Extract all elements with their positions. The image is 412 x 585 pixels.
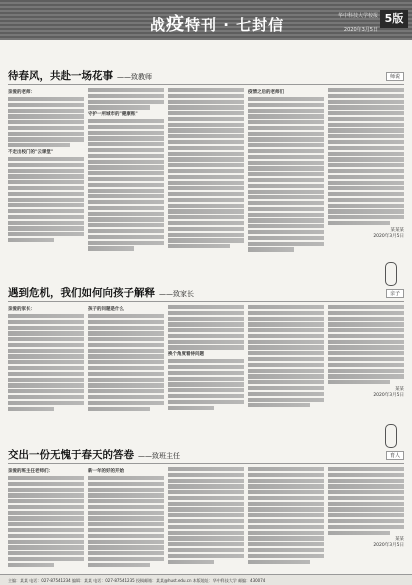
article-1-col-2 — [88, 88, 164, 252]
article-2-rule — [8, 301, 404, 302]
article-3 — [8, 447, 404, 572]
article-3-subhead-1: 新一年的好的开始 — [88, 469, 124, 474]
article-2-body — [8, 305, 404, 421]
article-3-col-2 — [88, 467, 164, 569]
article-1-subhead-2: 守护一所城市的"健康账" — [88, 112, 138, 118]
article-2-col-2 — [88, 305, 164, 412]
article-2-date: 2020年3月5日 — [373, 392, 404, 398]
banner-date: 2020年3月5日 — [343, 27, 378, 33]
article-3-salutation: 亲爱的班主任老师们： — [8, 469, 53, 474]
article-3-tag: 育人 — [386, 451, 404, 460]
article-1-byline: ——致教师 — [117, 73, 152, 81]
page-footer: 主编：某某 电话：027-87541234 编辑：某某 电话：027-87541235 投稿邮箱：某某@hust.edu.cn 本版地址：华中科技大学 邮编：430074 — [0, 574, 412, 585]
article-3-byline: ——致班主任 — [138, 452, 180, 460]
article-1-headline: 待春风，共赴一场花事 ——致教师 — [8, 70, 152, 82]
article-1-rule — [8, 84, 404, 85]
article-3-date: 2020年3月5日 — [373, 543, 404, 549]
article-2-byline: ——致家长 — [159, 290, 194, 298]
article-2 — [8, 285, 404, 425]
article-2-subhead-1: 孩子的问题是什么 — [88, 307, 124, 312]
article-2-subhead-2: 换个角度看待问题 — [168, 352, 204, 358]
article-1-col-3 — [168, 88, 244, 250]
title-part-2: 疫 — [166, 14, 186, 35]
article-2-col-3 — [168, 305, 244, 411]
banner-publication: 华中科技大学校报 — [337, 13, 378, 19]
article-3-col-3 — [168, 467, 244, 565]
article-3-body — [8, 467, 404, 571]
article-2-col-5 — [328, 305, 404, 398]
article-1-salutation: 亲爱的老师： — [8, 90, 35, 95]
article-1-subhead-1: 不走出校门的"云课堂" — [8, 150, 54, 156]
article-2-col-4 — [248, 305, 324, 409]
article-2-signature: 某某 — [395, 386, 404, 392]
article-1-col-5 — [328, 88, 404, 239]
page-number-badge: 5版 — [380, 10, 408, 28]
article-1-col-4 — [248, 88, 324, 253]
title-part-1: 战 — [150, 16, 167, 34]
article-2-col-1 — [8, 305, 84, 412]
article-1-signature: 某某某 — [390, 227, 404, 233]
article-1-col-1 — [8, 88, 84, 244]
article-3-headline: 交出一份无愧于春天的答卷 ——致班主任 — [8, 449, 180, 461]
banner-title — [150, 10, 284, 36]
paperclip-icon — [385, 262, 397, 286]
masthead-banner — [0, 0, 412, 40]
paperclip-icon — [385, 424, 397, 448]
article-3-col-5 — [328, 467, 404, 548]
title-part-3: 特刊 · 七封信 — [185, 16, 285, 34]
article-3-col-4 — [248, 467, 324, 565]
article-1-date: 2020年3月5日 — [373, 233, 404, 239]
article-1-body — [8, 88, 404, 266]
article-1 — [8, 68, 404, 268]
article-2-headline: 遇到危机，我们如何向孩子解释 ——致家长 — [8, 287, 194, 299]
article-3-rule — [8, 463, 404, 464]
article-2-salutation: 亲爱的家长： — [8, 307, 35, 312]
article-1-tag: 师说 — [386, 72, 404, 81]
article-3-signature: 某某 — [395, 537, 404, 543]
article-2-tag: 亲子 — [386, 289, 404, 298]
article-1-subhead-3: 疫情之后的老师们 — [248, 90, 284, 95]
article-3-col-1 — [8, 467, 84, 569]
